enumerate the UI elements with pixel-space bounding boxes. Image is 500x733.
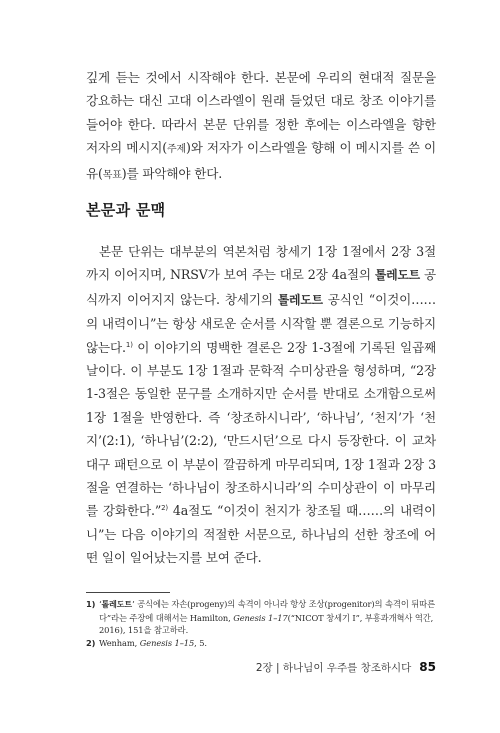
footnote-number: 1) bbox=[86, 599, 96, 609]
footnote-text-part: ‘ bbox=[99, 599, 102, 609]
para1-text-c: )를 파악해야 한다. bbox=[121, 165, 223, 181]
footnote-ref-2[interactable]: 2) bbox=[161, 504, 169, 513]
footnote-2 bbox=[86, 637, 436, 650]
paragraph-text-and-context bbox=[86, 240, 436, 570]
tag-message: 주제 bbox=[167, 144, 186, 156]
para2-t2: 공식까지 이어지지 않는다. 창세기의 bbox=[86, 267, 436, 307]
footnote-ref-1[interactable]: 1) bbox=[125, 340, 133, 349]
footnote-1 bbox=[86, 598, 436, 637]
term-toledot: 톨레도트 bbox=[101, 600, 133, 609]
page-number: 85 bbox=[419, 660, 436, 674]
term-toledot: 톨레도트 bbox=[277, 292, 323, 307]
footnote-text bbox=[99, 637, 436, 650]
running-footer bbox=[256, 660, 436, 675]
term-toledot: 톨레도트 bbox=[374, 268, 420, 283]
para2-t1: 본문 단위는 대부분의 역본처럼 창세기 1장 1절에서 2장 3절까지 이어지며, NRSV가 보여 주는 대로 2장 4a절의 bbox=[86, 244, 436, 283]
footnote-text-part: (“NICOT 창세기 I”, 부흥과개혁사 역간, 2016), 151을 참고하라. bbox=[99, 612, 434, 636]
footnotes bbox=[86, 598, 436, 649]
footnote-text-part: , 5. bbox=[194, 637, 207, 648]
footnote-text bbox=[99, 598, 436, 637]
chapter-title: 2장 | 하나님이 우주를 창조하시다 bbox=[255, 662, 412, 674]
book-title: Genesis 1–15 bbox=[139, 637, 195, 648]
book-title: Genesis 1–17 bbox=[233, 612, 288, 623]
tag-purpose: 목표 bbox=[102, 169, 122, 181]
section-heading: 본문과 문맥 bbox=[86, 201, 166, 219]
para2-t4: 이 이야기의 명백한 결론은 2장 1-3절에 기록된 일곱째 날이다. 이 부분도 1장 1절과 문학적 수미상관을 형성하며, “2장 1-3절은 동일한 문구를 소개하지만 순서를 반대로 소개함으로써 1장 1절을 반영한다. 즉 ‘창조하시니라’, ‘하나님’, ‘천지’가 ‘천지’(2:1), ‘하나님’(2:2), ‘만드시던’으로 다시 등장한다. 이 교차대구 패턴으로 이 부분이 깔끔하게 마무리되며, 1장 1절과 2장 3절을 연결하는 ‘하나님이 창조하시니라’의 수미상관이 이 마무리를 강화한다.” bbox=[86, 339, 436, 519]
footnote-divider bbox=[86, 592, 170, 593]
footnote-text-part: ’ 공식에는 자손(progeny)의 속격이 아니라 항상 조상(progenitor)의 속격이 뒤따른다”라는 주장에 대해서는 Hamilton, bbox=[99, 599, 436, 623]
para2-t3: 공식인 “이것이……의 내력이니”는 항상 새로운 순서를 시작할 뿐 결론으로 기능하지 않는다. bbox=[86, 291, 437, 355]
footnote-number: 2) bbox=[86, 637, 96, 648]
paragraph-intro-continuation bbox=[86, 66, 436, 187]
para2-t5: 4a절도 “이것이 천지가 창조될 때……의 내력이니”는 다음 이야기의 적절한 서문으로, 하나님의 선한 창조에 어떤 일이 일어났는지를 보여 준다. bbox=[86, 503, 437, 566]
para1-text-b: )와 저자가 이스라엘을 향해 이 메시지를 쓴 이유( bbox=[86, 140, 436, 181]
footnote-text-part: Wenham, bbox=[99, 637, 140, 648]
para1-text-a: 깊게 듣는 것에서 시작해야 한다. 본문에 우리의 현대적 질문을 강요하는 대신 고대 이스라엘이 원래 들었던 대로 창조 이야기를 들어야 한다. 따라서 본문 단위를 정한 후에는 이스라엘을 향한 저자의 메시지( bbox=[86, 70, 436, 156]
